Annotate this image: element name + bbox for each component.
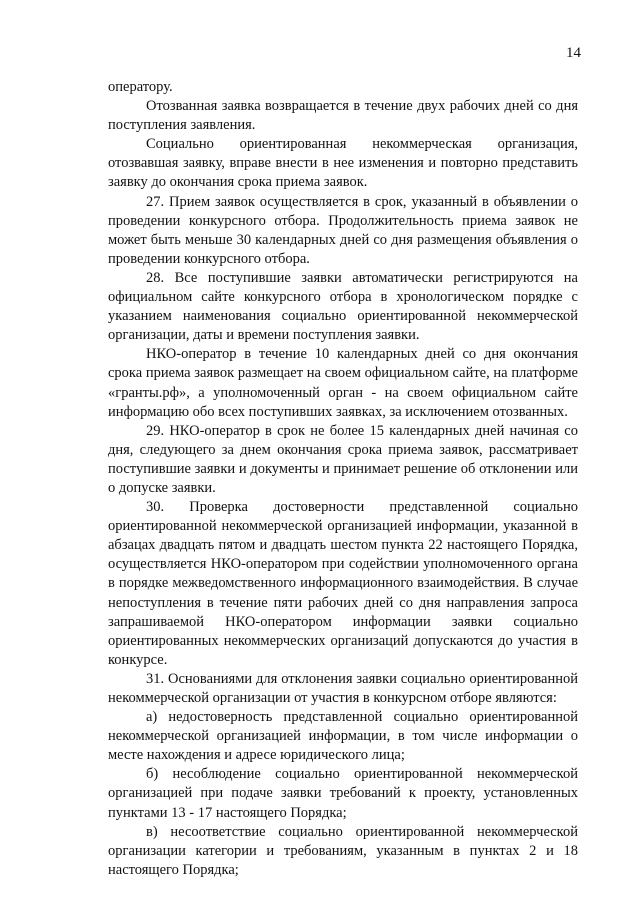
document-body [108,78,578,880]
clause-31-item-a: а) недостоверность представленной социально ориентированной некоммерческой организацией информации, в том числе информации о месте нахождения и адресе юридического лица; [108,709,578,764]
clause-29: 29. НКО-оператор в срок не более 15 календарных дней начиная со дня, следующего за днем окончания срока приема заявок, рассматривает поступившие заявки и документы и принимает решение об отклонении или о допуске заявки. [108,422,578,496]
clause-28-publication: НКО-оператор в течение 10 календарных дней со дня окончания срока приема заявок размещает на своем официальном сайте, на платформе «гранты.рф», а уполномоченный орган - на своем официальном сайте информацию обо всех поступивших заявках, за исключением отозванных. [108,346,578,420]
page-number: 14 [566,45,581,61]
paragraph-withdrawn-return: Отозванная заявка возвращается в течение двух рабочих дней со дня поступления заявления. [108,98,578,134]
clause-31-item-b: б) несоблюдение социально ориентированной некоммерческой организацией при подаче заявки требований к проекту, установленных пунктами 13 - 17 настоящего Порядка; [108,766,578,821]
clause-27: 27. Прием заявок осуществляется в срок, указанный в объявлении о проведении конкурсного отбора. Продолжительность приема заявок не может быть меньше 30 календарных дней со дня размещения объявления о проведении конкурсного отбора. [108,193,578,267]
clause-30: 30. Проверка достоверности представленной социально ориентированной некоммерческой организацией информации, указанной в абзацах двадцать пятом и двадцать шестом пункта 22 настоящего Порядка, осуществляется НКО-оператором при содействии уполномоченного органа в порядке межведомственного информационного взаимодействия. В случае непоступления в течение пяти рабочих дней со дня направления запроса запрашиваемой НКО-оператором информации заявки социально ориентированных некоммерческих организаций допускаются до участия в конкурсе. [108,499,578,668]
clause-31: 31. Основаниями для отклонения заявки социально ориентированной некоммерческой организации от участия в конкурсном отборе являются: [108,670,578,706]
clause-31-item-c: в) несоответствие социально ориентированной некоммерческой организации категории и требованиям, указанным в пунктах 2 и 18 настоящего Порядка; [108,823,578,878]
paragraph-withdrawn-resubmit: Социально ориентированная некоммерческая организация, отозвавшая заявку, вправе внести в нее изменения и повторно представить заявку до окончания срока приема заявок. [108,136,578,191]
paragraph-continuation: оператору. [108,79,173,95]
clause-28: 28. Все поступившие заявки автоматически регистрируются на официальном сайте конкурсного отбора в хронологическом порядке с указанием наименования социально ориентированной некоммерческой организации, даты и времени поступления заявки. [108,269,578,344]
